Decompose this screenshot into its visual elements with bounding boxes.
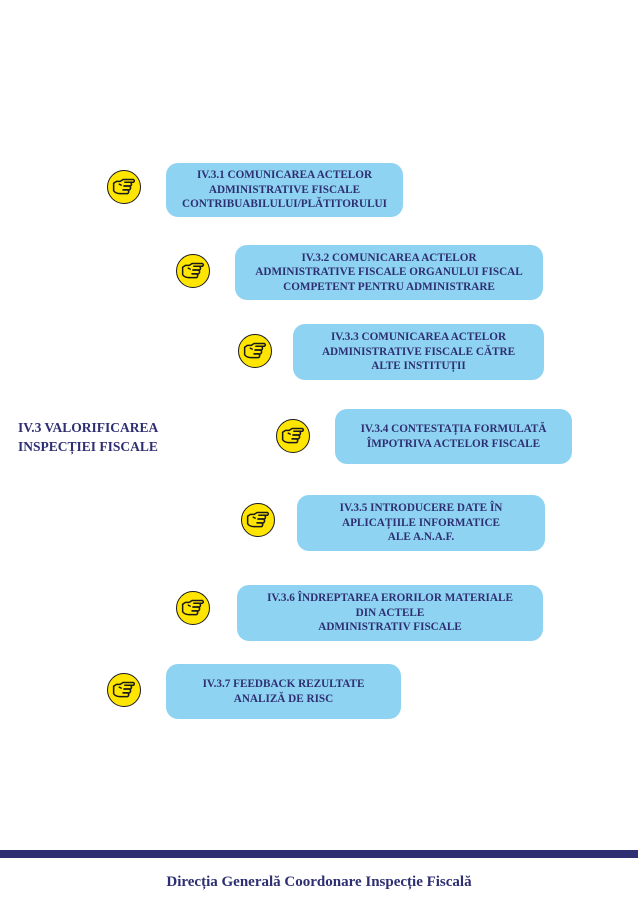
step-line: IV.3.4 CONTESTAȚIA FORMULATĂ [360, 423, 547, 435]
pointing-hand-icon [107, 170, 141, 204]
step-box-iv-3-7 [166, 664, 401, 719]
main-title-line: IV.3 VALORIFICAREA [18, 420, 159, 435]
step-line: IV.3.2 COMUNICAREA ACTELOR [301, 251, 477, 264]
footer-divider [0, 850, 638, 858]
step-line: ADMINISTRATIVE FISCALE ORGANULUI FISCAL [255, 266, 523, 279]
pointing-hand-icon [241, 503, 275, 537]
step-line: ALTE INSTITUȚII [371, 360, 466, 373]
step-box-iv-3-3 [293, 324, 544, 380]
step-line: IV.3.1 COMUNICAREA ACTELOR [196, 169, 373, 182]
pointing-hand-icon [107, 673, 141, 707]
step-box-iv-3-1 [166, 163, 403, 217]
pointing-hand-icon [176, 591, 210, 625]
step-line: APLICAȚIILE INFORMATICE [342, 516, 500, 529]
pointing-hand-icon [176, 254, 210, 288]
step-line: ANALIZĂ DE RISC [233, 692, 334, 705]
step-box-iv-3-6 [237, 585, 543, 641]
pointing-hand-icon [276, 419, 310, 453]
step-box-iv-3-2 [235, 245, 543, 300]
step-line: IV.3.6 ÎNDREPTAREA ERORILOR MATERIALE [267, 592, 513, 605]
pointing-hand-icon [238, 334, 272, 368]
step-line: DIN ACTELE [355, 606, 425, 619]
step-box-iv-3-4 [335, 409, 572, 464]
step-line: ADMINISTRATIVE FISCALE CĂTRE [321, 345, 516, 358]
step-line: ADMINISTRATIVE FISCALE [208, 183, 361, 196]
step-line: COMPETENT PENTRU ADMINISTRARE [283, 280, 495, 293]
step-line: IV.3.3 COMUNICAREA ACTELOR [330, 331, 507, 344]
footer-text: Direcția Generală Coordonare Inspecție Fiscală [166, 874, 472, 890]
step-line: CONTRIBUABILULUI/PLĂTITORULUI [182, 198, 387, 211]
step-line: ALE A.N.A.F. [387, 531, 455, 544]
step-line: IV.3.7 FEEDBACK REZULTATE [202, 678, 365, 690]
step-line: IV.3.5 INTRODUCERE DATE ÎN [339, 502, 503, 515]
step-box-iv-3-5 [297, 495, 545, 551]
main-title-line: INSPECȚIEI FISCALE [18, 439, 158, 454]
step-line: ADMINISTRATIV FISCALE [318, 621, 462, 634]
main-title [18, 418, 198, 456]
step-line: ÎMPOTRIVA ACTELOR FISCALE [366, 437, 541, 450]
